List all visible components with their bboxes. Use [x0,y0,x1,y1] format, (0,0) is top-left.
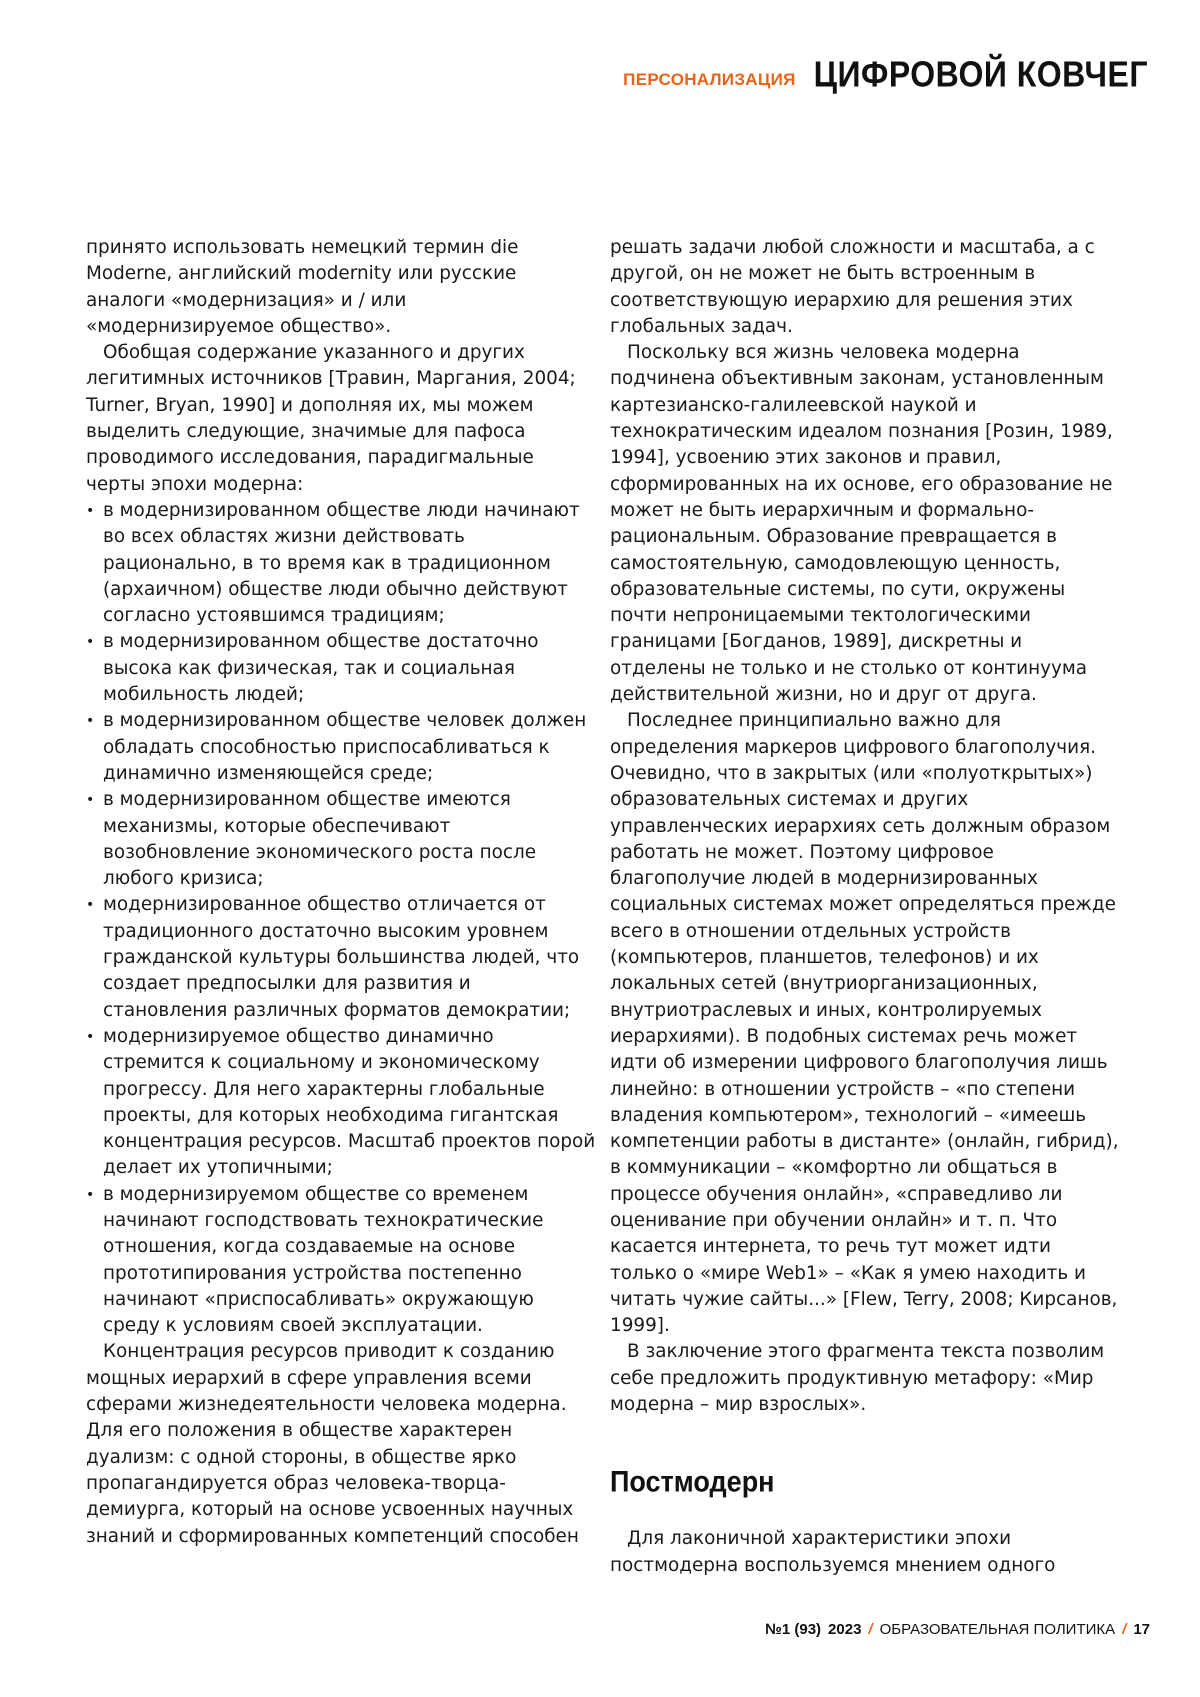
issue-year: 2023 [828,1621,861,1638]
issue-number: №1 (93) [765,1621,821,1638]
list-item: • в модернизированном обществе достаточно высока как физическая, так и социальная мобильность людей; [86,629,596,708]
page-header [623,56,1148,93]
list-item: • в модернизированном обществе имеются механизмы, которые обеспечивают возобновление экономического роста после любого кризиса; [86,787,596,892]
paragraph: Поскольку вся жизнь человека модерна подчинена объективным законам, установленным картезианско-галилеевской наукой и технократическим идеалом познания [Розин, 1989, 1994], усвоению этих законов и правил, сформированных на их основе, его образование не может не быть иерархичным и формально-рациональным. Образование превращается в самостоятельную, самодовлеющую ценность, образовательные системы, по сути, окружены почти непроницаемыми тектологическими границами [Богданов, 1989], дискретны и отделены не только и не столько от континуума действительной жизни, но и друг от друга. [610,340,1120,708]
page-number: 17 [1133,1621,1150,1638]
right-column [610,235,1120,1579]
magazine-title: ЦИФРОВОЙ КОВЧЕГ [814,54,1148,95]
left-column [86,235,596,1550]
list-item: • в модернизированном обществе человек должен обладать способностью приспосабливаться к динамично изменяющейся среде; [86,708,596,787]
section-heading: Постмодерн [610,1465,1120,1500]
list-item: • в модернизированном обществе люди начинают во всех областях жизни действовать рационально, в то время как в традиционном (архаичном) обществе люди обычно действуют согласно устоявшимся традициям; [86,498,596,629]
section-label: ПЕРСОНАЛИЗАЦИЯ [623,70,795,90]
separator-slash: / [868,1621,872,1638]
paragraph: Для лаконичной характеристики эпохи постмодерна воспользуемся мнением одного [610,1526,1120,1579]
page-footer [765,1621,1150,1638]
paragraph: Обобщая содержание указанного и других легитимных источников [Травин, Маргания, 2004; Turner, Bryan, 1990] и дополняя их, мы можем выделить следующие, значимые для пафоса проводимого исследования, парадигмальные черты эпохи модерна: [86,340,596,498]
journal-name: ОБРАЗОВАТЕЛЬНАЯ ПОЛИТИКА [880,1621,1116,1638]
list-item: • модернизированное общество отличается от традиционного достаточно высоким уровнем гражданской культуры большинства людей, что создает предпосылки для развития и становления различных форматов демократии; [86,892,596,1023]
paragraph: принято использовать немецкий термин die Moderne, английский modernity или русские аналоги «модернизация» и / или «модернизируемое общество». [86,235,596,340]
paragraph: Концентрация ресурсов приводит к созданию мощных иерархий в сфере управления всеми сферами жизнедеятельности человека модерна. Для его положения в обществе характерен дуализм: с одной стороны, в обществе ярко пропагандируется образ человека-творца-демиурга, который на основе усвоенных научных знаний и сформированных компетенций способен [86,1339,596,1549]
list-item: • модернизируемое общество динамично стремится к социальному и экономическому прогрессу. Для него характерны глобальные проекты, для которых необходима гигантская концентрация ресурсов. Масштаб проектов порой делает их утопичными; [86,1024,596,1182]
bullet-list [86,498,596,1340]
paragraph: решать задачи любой сложности и масштаба, а с другой, он не может не быть встроенным в соответствующую иерархию для решения этих глобальных задач. [610,235,1120,340]
paragraph: Последнее принципиально важно для определения маркеров цифрового благополучия. Очевидно, что в закрытых (или «полуоткрытых») образовательных системах и других управленческих иерархиях сеть должным образом работать не может. Поэтому цифровое благополучие людей в модернизированных социальных системах может определяться прежде всего в отношении отдельных устройств (компьютеров, планшетов, телефонов) и их локальных сетей (внутриорганизационных, внутриотраслевых и иных, контролируемых иерархиями). В подобных системах речь может идти об измерении цифрового благополучия лишь линейно: в отношении устройств – «по степени владения компьютером», технологий – «имеешь компетенции работы в дистанте» (онлайн, гибрид), в коммуникации – «комфортно ли общаться в процессе обучения онлайн», «справедливо ли оценивание при обучении онлайн» и т. п. Что касается интернета, то речь тут может идти только о «мире Web1» – «Как я умею находить и читать чужие сайты...» [Flew, Terry, 2008; Кирсанов, 1999]. [610,708,1120,1339]
separator-slash: / [1122,1621,1126,1638]
list-item: • в модернизируемом обществе со временем начинают господствовать технократические отношения, когда создаваемые на основе прототипирования устройства постепенно начинают «приспосабливать» окружающую среду к условиям своей эксплуатации. [86,1182,596,1340]
paragraph: В заключение этого фрагмента текста позволим себе предложить продуктивную метафору: «Мир модерна – мир взрослых». [610,1339,1120,1418]
